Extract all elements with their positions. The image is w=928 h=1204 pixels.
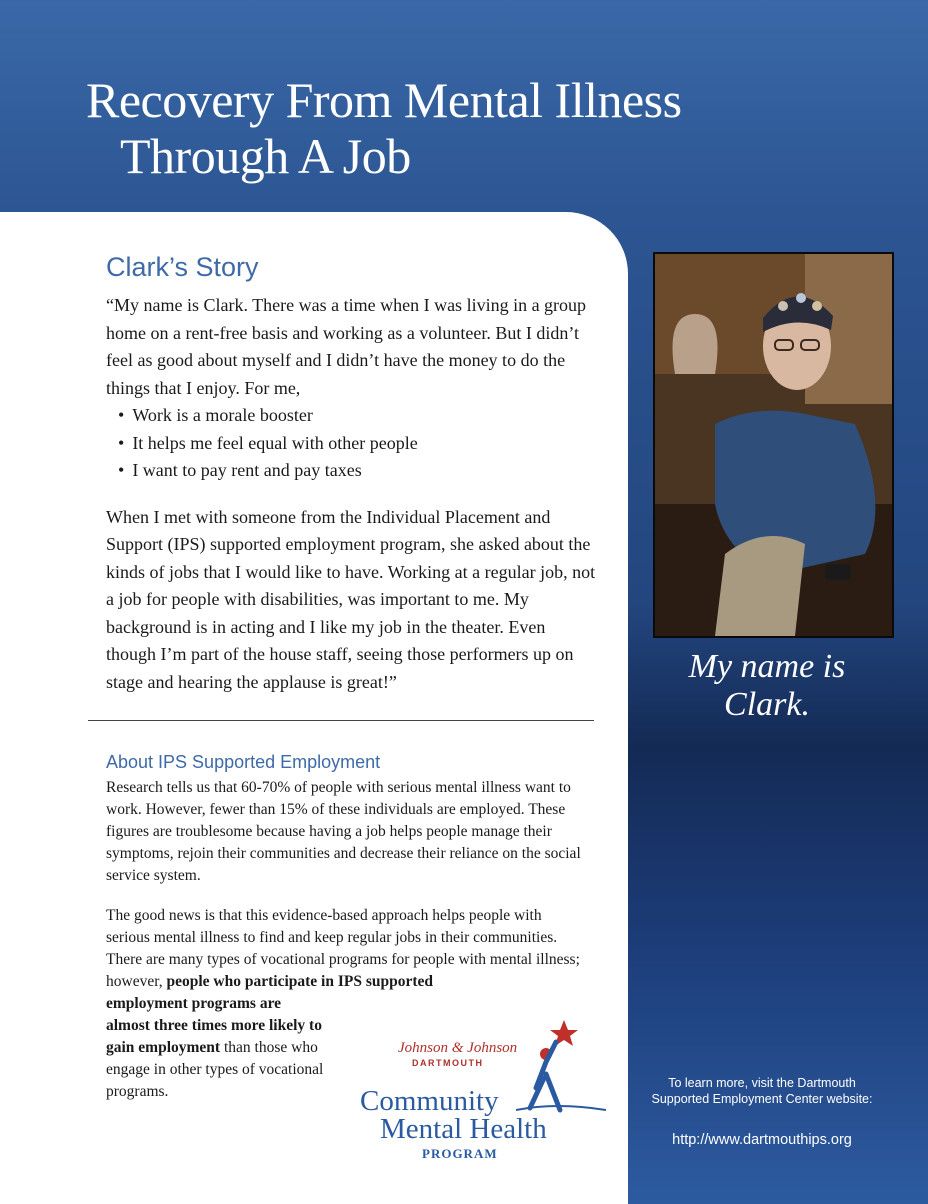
photo-caption — [634, 648, 900, 724]
logo-line-1: DARTMOUTH — [412, 1058, 484, 1068]
caption-line-1: My name is — [688, 648, 846, 685]
ips-para2-start: The good news is that this evidence-based approach helps people with serious mental illness to find and keep regular jobs in their communities. There are many types of vocational programs for people with mental illness; however, — [106, 907, 580, 990]
ips-paragraph-1: Research tells us that 60-70% of people with serious mental illness want to work. However, fewer than 15% of these individuals are employed. These figures are troublesome because having a job helps people manage their symptoms, rejoin their communities and decrease their reliance on the social service system. — [106, 779, 581, 884]
clark-photo-illustration — [655, 254, 892, 636]
logo-line-3: Mental Health — [380, 1113, 547, 1145]
logo-line-2: Community — [360, 1085, 499, 1117]
story-body: When I met with someone from the Individual Placement and Support (IPS) supported employment program, she asked about the kinds of jobs that I would like to have. Working at a regular job, not a job for people with disabilities, was important to me. My background is in acting and I like my job in the theater. Even though I’m part of the house staff, seeing those performers up on stage and hearing the applause is great!” — [106, 506, 596, 692]
sponsor-label: Johnson & Johnson — [398, 1040, 518, 1056]
ips-para2-bold-2: employment programs are almost three times more likely to gain employment — [106, 995, 322, 1056]
learn-more-text: To learn more, visit the Dartmouth Supported Employment Center website: — [651, 1076, 873, 1106]
logo-line-4: PROGRAM — [422, 1146, 498, 1161]
bullet-item: • It helps me feel equal with other people — [118, 430, 596, 458]
bullet-item: • I want to pay rent and pay taxes — [118, 457, 596, 485]
story-bullet-list — [106, 402, 596, 485]
ips-heading: About IPS Supported Employment — [106, 752, 381, 772]
section-divider — [88, 720, 594, 721]
title-line-2: Through A Job — [120, 128, 411, 184]
dartmouth-cmhp-logo — [356, 1018, 616, 1168]
caption-line-2: Clark. — [724, 686, 810, 723]
clark-photo — [653, 252, 894, 638]
page-title — [86, 72, 682, 184]
ips-para2-bold-1: people who participate in IPS supported — [166, 973, 434, 990]
reaching-figure-icon — [516, 1018, 606, 1118]
story-text — [106, 292, 596, 696]
ips-para2-end: than those who engage in other types of vocational programs. — [106, 1039, 324, 1100]
bullet-item: • Work is a morale booster — [118, 402, 596, 430]
website-link[interactable]: http://www.dartmouthips.org — [672, 1132, 852, 1148]
story-heading: Clark’s Story — [106, 252, 259, 282]
ips-para2-narrow — [106, 993, 326, 1103]
story-intro: “My name is Clark. There was a time when I was living in a group home on a rent-free basis and working as a volunteer. But I didn’t feel as good about myself and I didn’t have the money to do the things that I enjoy. For me, — [106, 295, 587, 398]
title-line-1: Recovery From Mental Illness — [86, 72, 682, 128]
